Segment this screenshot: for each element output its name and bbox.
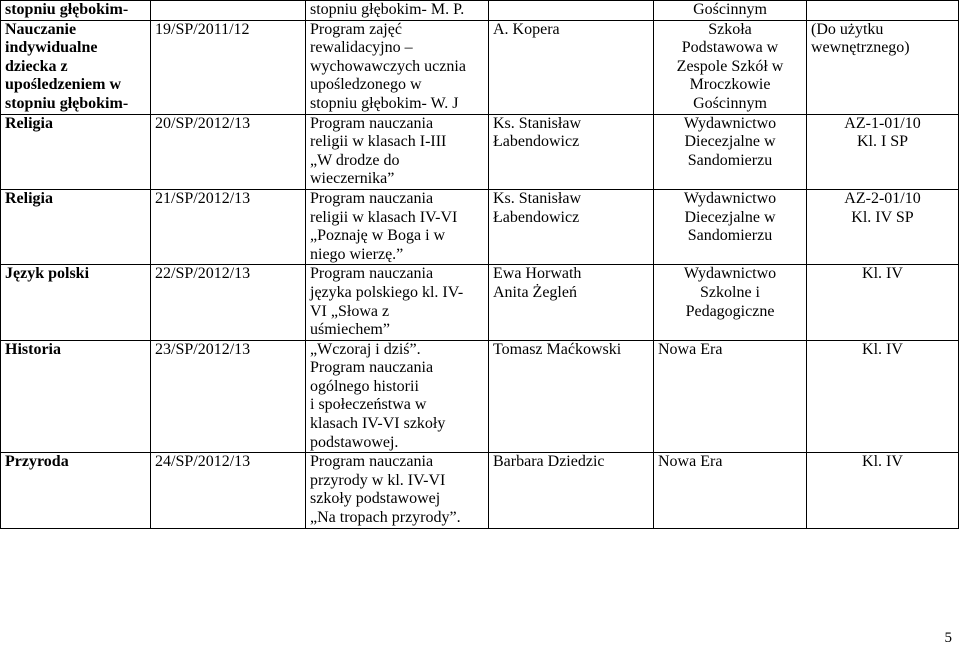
publisher-line: Zespole Szkół w [676, 57, 784, 75]
approval-line: AZ-2-01/10 [844, 189, 921, 207]
program-line: ogólnego historii [310, 377, 419, 395]
page-number: 5 [944, 630, 952, 646]
publisher-line: Nowa Era [658, 340, 723, 358]
program-line: „Na tropach przyrody”. [310, 509, 461, 527]
approval-line: (Do użytku [811, 20, 884, 38]
table-row-continuation [1, 1, 959, 21]
author-cell [489, 114, 654, 189]
approval-line: Kl. I SP [856, 133, 909, 151]
publisher-line: Gościnnym [693, 94, 767, 112]
publisher-line: Diecezjalne w [684, 133, 776, 151]
publisher-cell [654, 189, 807, 264]
program-cell [306, 20, 489, 114]
table-row [1, 114, 959, 189]
subject-line: dziecka z [5, 57, 68, 75]
program-line: rewalidacyjno – [310, 39, 413, 57]
program-cell [306, 340, 489, 453]
approval-cell [807, 453, 959, 528]
approval-cell [807, 340, 959, 453]
program-line: VI „Słowa z [310, 302, 390, 320]
approval-cell [807, 20, 959, 114]
subject-line: stopniu głębokim- [5, 94, 129, 112]
program-line: Program nauczania [310, 453, 434, 471]
author-cell [489, 453, 654, 528]
author-line: Tomasz Maćkowski [493, 340, 622, 358]
subject-cell [1, 114, 151, 189]
approval-line: Kl. IV [862, 340, 903, 358]
subject-line: Nauczanie [5, 20, 77, 38]
program-line: uśmiechem” [310, 321, 390, 339]
approval-line: Kl. IV [862, 453, 903, 471]
publisher-line: Wydawnictwo [683, 114, 777, 132]
author-line: Anita Żegleń [493, 283, 577, 301]
publisher-cell [654, 114, 807, 189]
subject-line: Język polski [5, 265, 90, 283]
program-line: wychowawczych ucznia [310, 57, 466, 75]
program-line: stopniu głębokim- W. J [310, 94, 459, 112]
publisher-cell: Gościnnym [654, 1, 807, 21]
program-line: „Wczoraj i dziś”. [310, 340, 421, 358]
program-line: Program nauczania [310, 359, 434, 377]
approval-line: wewnętrznego) [811, 39, 910, 57]
publisher-line: Mroczkowie [689, 76, 771, 94]
number-text: 21/SP/2012/13 [155, 189, 251, 207]
program-line: przyrody w kl. IV-VI [310, 471, 446, 489]
subject-line: Historia [5, 340, 61, 358]
publisher-cell [654, 265, 807, 340]
number-text: 20/SP/2012/13 [155, 114, 251, 132]
subject-cell [1, 265, 151, 340]
table-row [1, 265, 959, 340]
subject-cell [1, 453, 151, 528]
approval-cell [807, 114, 959, 189]
author-cell [489, 20, 654, 114]
number-cell [151, 340, 306, 453]
program-cell [306, 114, 489, 189]
subject-line: Przyroda [5, 453, 69, 471]
publisher-cell [654, 340, 807, 453]
number-cell [151, 189, 306, 264]
publisher-line: Diecezjalne w [684, 208, 776, 226]
program-line: Program zajęć [310, 20, 402, 38]
author-line: Barbara Dziedzic [493, 453, 605, 471]
author-line: Łabendowicz [493, 133, 580, 151]
subject-line: upośledzeniem w [5, 76, 121, 94]
number-cell [151, 453, 306, 528]
publisher-line: Nowa Era [658, 453, 723, 471]
program-line: religii w klasach I-III [310, 133, 447, 151]
subject-cell [1, 20, 151, 114]
approval-line: Kl. IV SP [851, 208, 914, 226]
number-cell [151, 20, 306, 114]
publisher-line: Sandomierzu [687, 227, 773, 245]
table-row [1, 20, 959, 114]
subject-line: indywidualne [5, 39, 98, 57]
approval-line: AZ-1-01/10 [844, 114, 921, 132]
author-cell [489, 1, 654, 21]
publisher-line: Szkolne i [700, 283, 760, 301]
publisher-line: Pedagogiczne [685, 302, 775, 320]
publisher-line: Wydawnictwo [683, 189, 777, 207]
program-line: klasach IV-VI szkoły [310, 415, 446, 433]
program-line: szkoły podstawowej [310, 490, 441, 508]
program-line: „W drodze do [310, 151, 400, 169]
author-line: Ks. Stanisław [493, 189, 581, 207]
table-row [1, 189, 959, 264]
subject-line: Religia [5, 114, 53, 132]
subject-cell: stopniu głębokim- [1, 1, 151, 21]
author-cell [489, 265, 654, 340]
publisher-line: Wydawnictwo [683, 265, 777, 283]
number-text: 24/SP/2012/13 [155, 453, 251, 471]
program-cell [306, 265, 489, 340]
author-line: A. Kopera [493, 20, 560, 38]
program-line: i społeczeństwa w [310, 396, 427, 414]
approval-cell [807, 189, 959, 264]
author-cell [489, 340, 654, 453]
program-cell [306, 453, 489, 528]
program-line: wieczernika” [310, 170, 395, 188]
approval-cell [807, 265, 959, 340]
program-cell [306, 189, 489, 264]
author-line: Łabendowicz [493, 208, 580, 226]
number-text: 23/SP/2012/13 [155, 340, 251, 358]
publisher-line: Podstawowa w [681, 39, 779, 57]
subject-line: Religia [5, 189, 53, 207]
table-row [1, 453, 959, 528]
approval-line: Kl. IV [862, 265, 903, 283]
program-cell: stopniu głębokim- M. P. [306, 1, 489, 21]
publisher-line: Sandomierzu [687, 151, 773, 169]
subject-cell [1, 189, 151, 264]
program-line: podstawowej. [310, 433, 399, 451]
program-line: „Poznaję w Boga i w [310, 227, 446, 245]
program-line: niego wierzę.” [310, 245, 404, 263]
publisher-line: Szkoła [708, 20, 752, 38]
table-row [1, 340, 959, 453]
approval-cell [807, 1, 959, 21]
publisher-cell [654, 453, 807, 528]
publisher-cell [654, 20, 807, 114]
number-cell [151, 114, 306, 189]
author-line: Ewa Horwath [493, 265, 582, 283]
program-line: upośledzonego w [310, 76, 422, 94]
subject-cell [1, 340, 151, 453]
program-line: Program nauczania [310, 189, 434, 207]
program-line: języka polskiego kl. IV- [310, 283, 464, 301]
program-line: Program nauczania [310, 114, 434, 132]
number-cell [151, 1, 306, 21]
number-text: 19/SP/2011/12 [155, 20, 250, 38]
program-line: religii w klasach IV-VI [310, 208, 458, 226]
number-cell [151, 265, 306, 340]
number-text: 22/SP/2012/13 [155, 265, 251, 283]
author-cell [489, 189, 654, 264]
program-line: Program nauczania [310, 265, 434, 283]
author-line: Ks. Stanisław [493, 114, 581, 132]
